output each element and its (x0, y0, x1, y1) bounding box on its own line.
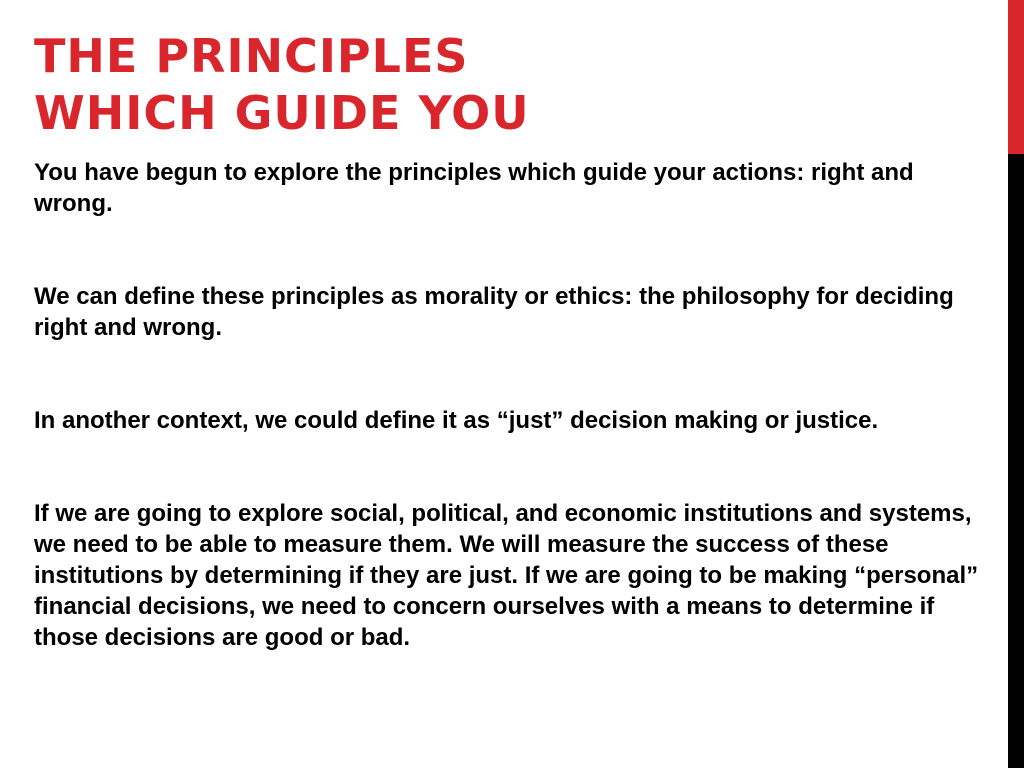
slide-title-line-2: WHICH GUIDE YOU (34, 86, 530, 140)
side-accent-bar-red (1008, 0, 1024, 154)
side-accent-bar-black (1008, 154, 1024, 768)
body-paragraph-1: You have begun to explore the principles which guide your actions: right and wrong. (34, 159, 914, 217)
body-paragraph-2: We can define these principles as morality or ethics: the philosophy for deciding right and wrong. (34, 283, 954, 341)
body-paragraph-3: In another context, we could define it as “just” decision making or justice. (34, 407, 879, 434)
body-paragraph-4: If we are going to explore social, political, and economic institutions and systems, we need to be able to measure them. We will measure the success of these institutions by determining if they are just. If we are going to be making “personal” financial decisions, we need to concern ourselves with a means to determine if those decisions are good or bad. (34, 500, 979, 651)
slide-body (34, 157, 979, 653)
slide-title-line-1: THE PRINCIPLES (34, 29, 469, 83)
slide-title (34, 28, 974, 142)
